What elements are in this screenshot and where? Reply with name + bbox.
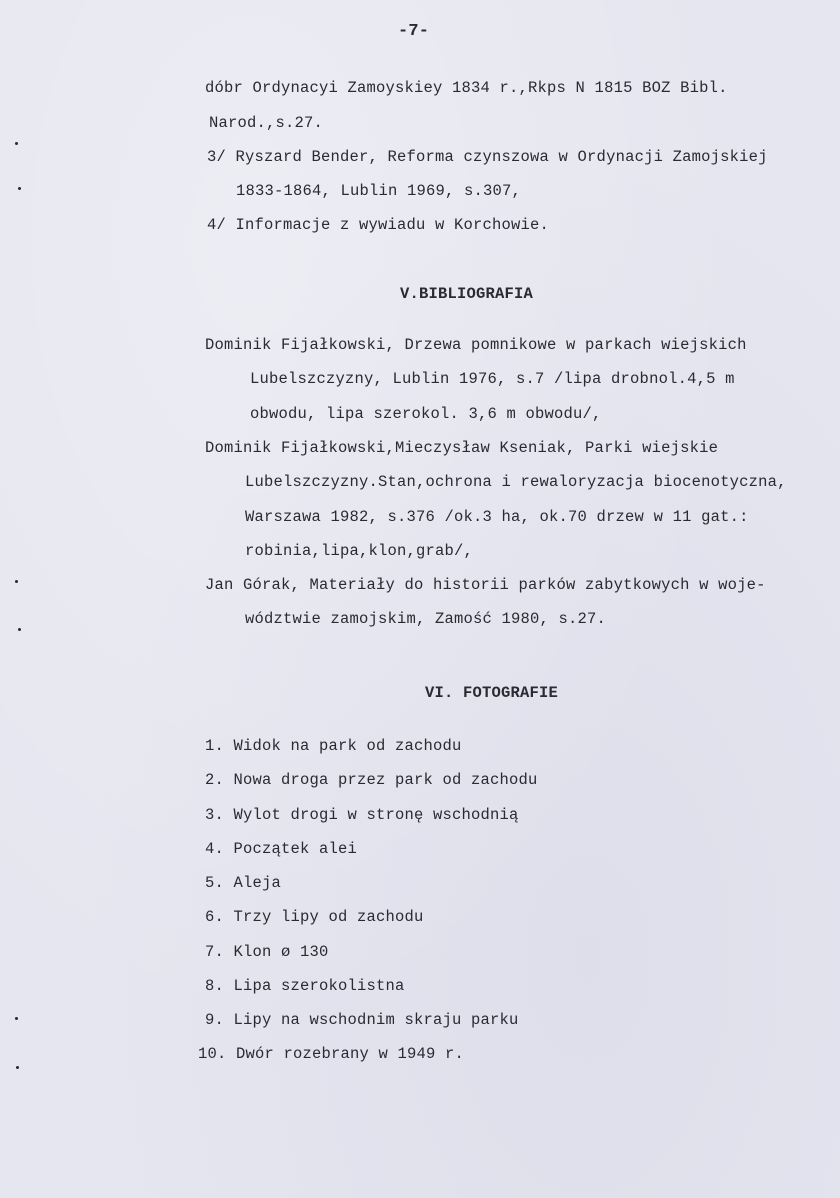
- bib-entry3-line2: wództwie zamojskim, Zamość 1980, s.27.: [245, 610, 607, 628]
- bib-entry2-line4: robinia,lipa,klon,grab/,: [245, 542, 474, 560]
- footnote-continuation-line2: Narod.,s.27.: [209, 114, 324, 132]
- footnote-4: 4/ Informacje z wywiadu w Korchowie.: [207, 216, 550, 234]
- photo-item: 4. Początek alei: [205, 840, 358, 858]
- page-number: -7-: [398, 22, 430, 41]
- bib-entry2-line2: Lubelszczyzny.Stan,ochrona i rewaloryzacja biocenotyczna,: [245, 473, 787, 491]
- photo-item: 10. Dwór rozebrany w 1949 r.: [198, 1045, 465, 1063]
- bib-entry1-line2: Lubelszczyzny, Lublin 1976, s.7 /lipa drobnol.4,5 m: [250, 370, 735, 388]
- bibliography-heading: V.BIBLIOGRAFIA: [400, 285, 534, 303]
- bib-entry3-line1: Jan Górak, Materiały do historii parków zabytkowych w woje-: [205, 576, 766, 594]
- photo-item: 5. Aleja: [205, 874, 282, 892]
- photo-item: 1. Widok na park od zachodu: [205, 737, 462, 755]
- footnote-continuation-line1: dóbr Ordynacyi Zamoyskiey 1834 r.,Rkps N 1815 BOZ Bibl.: [205, 79, 728, 97]
- margin-mark: [18, 628, 21, 631]
- margin-mark: [15, 142, 18, 145]
- photo-item: 3. Wylot drogi w stronę wschodnią: [205, 806, 519, 824]
- margin-mark: [15, 1017, 18, 1020]
- margin-mark: [16, 1066, 19, 1069]
- photo-item: 8. Lipa szerokolistna: [205, 977, 405, 995]
- photo-item: 6. Trzy lipy od zachodu: [205, 908, 424, 926]
- photos-heading: VI. FOTOGRAFIE: [425, 684, 559, 702]
- footnote-3-line1: 3/ Ryszard Bender, Reforma czynszowa w Ordynacji Zamojskiej: [207, 148, 768, 166]
- bib-entry2-line1: Dominik Fijałkowski,Mieczysław Kseniak, Parki wiejskie: [205, 439, 719, 457]
- bib-entry2-line3: Warszawa 1982, s.376 /ok.3 ha, ok.70 drzew w 11 gat.:: [245, 508, 749, 526]
- margin-mark: [18, 187, 21, 190]
- footnote-3-line2: 1833-1864, Lublin 1969, s.307,: [236, 182, 522, 200]
- photo-item: 9. Lipy na wschodnim skraju parku: [205, 1011, 519, 1029]
- photo-item: 2. Nowa droga przez park od zachodu: [205, 771, 538, 789]
- bib-entry1-line1: Dominik Fijałkowski, Drzewa pomnikowe w parkach wiejskich: [205, 336, 747, 354]
- bib-entry1-line3: obwodu, lipa szerokol. 3,6 m obwodu/,: [250, 405, 602, 423]
- photo-item: 7. Klon ø 130: [205, 943, 329, 961]
- margin-mark: [15, 580, 18, 583]
